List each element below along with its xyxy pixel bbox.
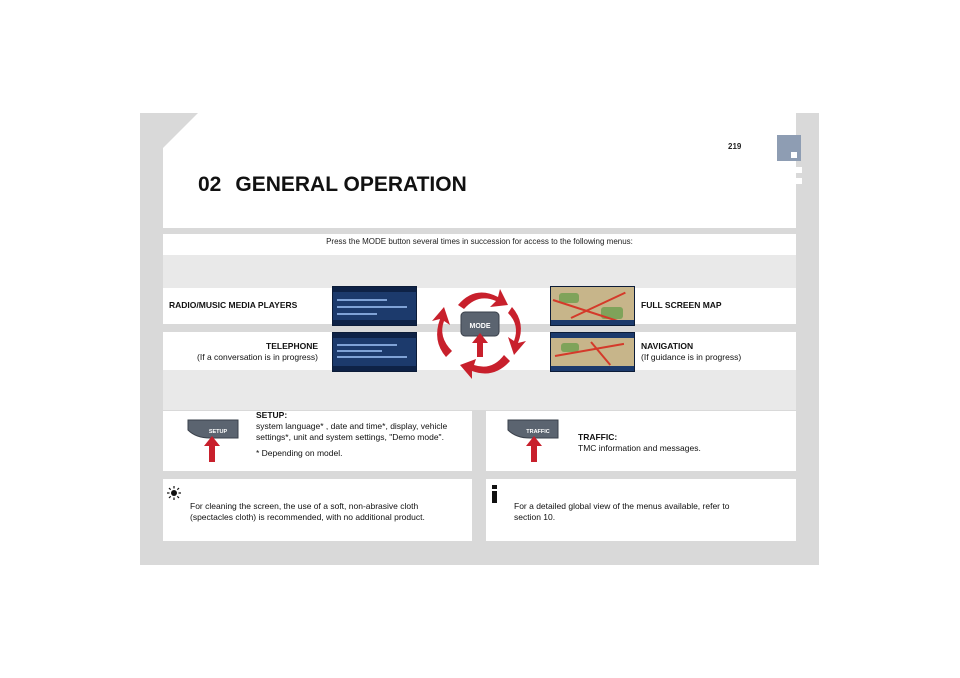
telephone-screen-image: [332, 332, 417, 372]
traffic-description: [578, 432, 778, 454]
map-screen-image: [550, 286, 635, 326]
navigation-note: (If guidance is in progress): [641, 352, 742, 362]
tab-marker-icon: [796, 178, 802, 184]
tab-marker-icon: [791, 152, 797, 158]
page-number: 219: [728, 142, 742, 151]
cleaning-tip-text: For cleaning the screen, the use of a soft, non-abrasive cloth (spectacles cloth) is recommended, with no additional product.: [190, 501, 425, 522]
radio-screen-image: [332, 286, 417, 326]
setup-title: SETUP:: [256, 410, 288, 420]
mode-cycle-diagram: [420, 275, 540, 395]
setup-description: [256, 410, 460, 464]
traffic-body: TMC information and messages.: [578, 443, 701, 453]
cycle-arrow-icon: [432, 307, 452, 357]
sun-icon: [167, 486, 181, 500]
chapter-heading: [198, 173, 467, 197]
folded-corner: [140, 113, 198, 171]
chapter-number: 02: [198, 173, 222, 196]
cycle-arrow-icon: [458, 289, 508, 309]
mode-button-label: MODE: [469, 323, 491, 330]
cycle-arrow-icon: [460, 355, 510, 379]
telephone-note: (If a conversation is in progress): [197, 352, 318, 362]
navigation-label: [641, 341, 741, 363]
radio-label: RADIO/MUSIC MEDIA PLAYERS: [169, 300, 298, 310]
navigation-screen-image: [550, 332, 635, 372]
traffic-button-label: TRAFFIC: [526, 429, 550, 435]
press-arrow-icon: [204, 436, 220, 462]
map-label: FULL SCREEN MAP: [641, 300, 722, 310]
intro-text: Press the MODE button several times in succession for access to the following menus:: [326, 237, 633, 246]
setup-button-label: SETUP: [208, 429, 228, 435]
section-tab: [777, 135, 801, 161]
navigation-title: NAVIGATION: [641, 341, 694, 351]
telephone-title: TELEPHONE: [266, 341, 318, 351]
traffic-title: TRAFFIC:: [578, 432, 618, 442]
traffic-button-diagram: [500, 416, 570, 466]
info-icon: [490, 485, 500, 503]
tab-marker-icon: [796, 167, 802, 173]
info-text: For a detailed global view of the menus available, refer to section 10.: [514, 501, 730, 522]
manual-page: [140, 113, 819, 565]
setup-footnote: * Depending on model.: [256, 448, 343, 458]
press-arrow-icon: [472, 333, 488, 357]
setup-button-diagram: [180, 416, 250, 466]
chapter-title: GENERAL OPERATION: [235, 173, 467, 196]
header-area: [163, 113, 796, 228]
cycle-arrow-icon: [508, 307, 526, 355]
press-arrow-icon: [526, 436, 542, 462]
setup-body: system language* , date and time*, display, vehicle settings*, unit and system settings, "Demo mode".: [256, 421, 448, 442]
telephone-label: [176, 341, 318, 363]
